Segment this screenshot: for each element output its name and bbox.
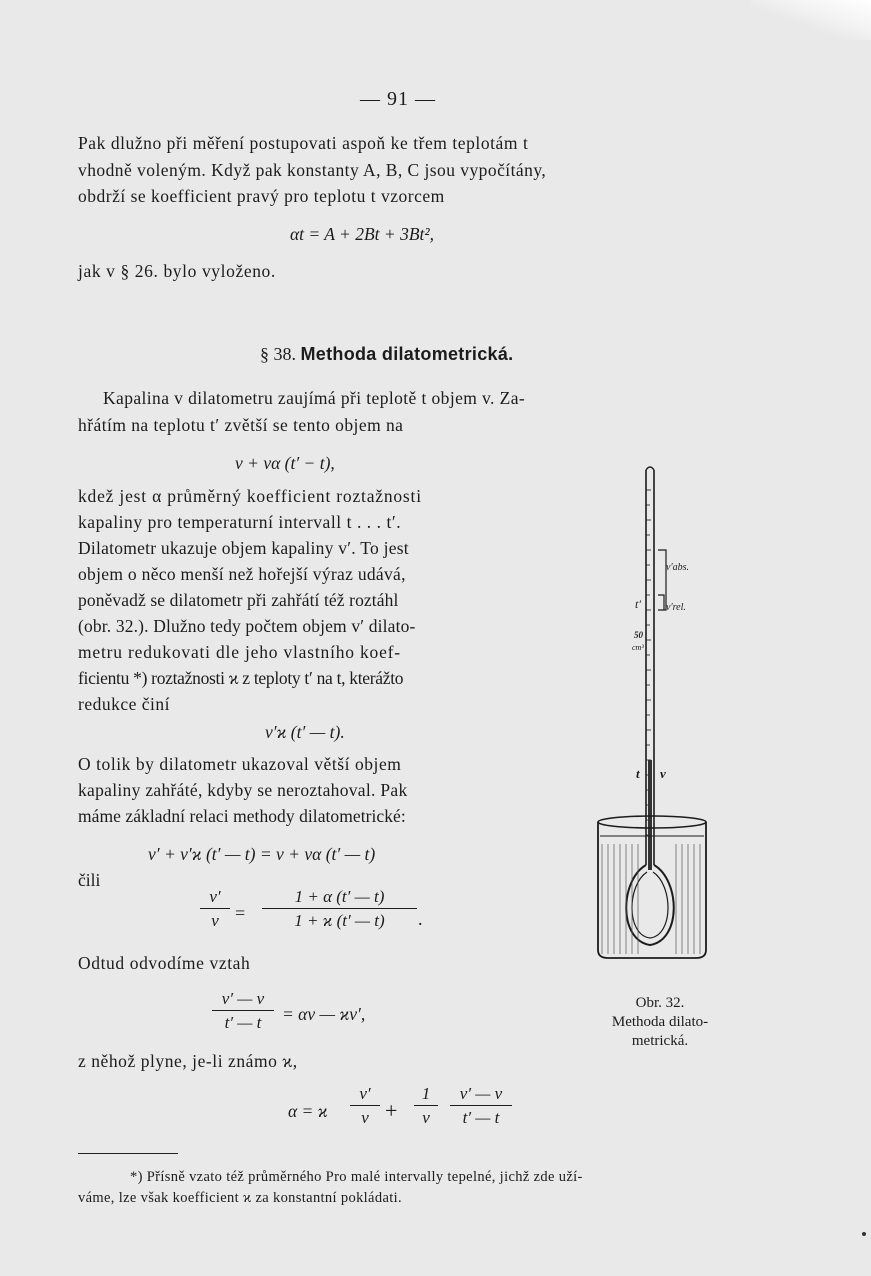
section-title: Methoda dilatometrická. — [300, 344, 514, 364]
caption-line: Methoda dilato- — [611, 1014, 709, 1030]
text-line: Odtud odvodíme vztah — [78, 953, 251, 973]
label-fifty: 50 — [634, 630, 643, 640]
text-line: Pak dlužno při měření postupovati aspoň ke třem teplotám t — [78, 133, 529, 153]
text-line: ficientu *) roztažnosti ϰ z teploty t′ na t, kterážto — [78, 668, 404, 688]
page-corner-fold — [751, 0, 871, 40]
fraction-expansion-ratio — [262, 888, 417, 929]
text-line: kdež jest α průměrný koefficient roztažnosti — [78, 486, 422, 506]
fraction-v-prime-over-v — [350, 1085, 380, 1126]
period: . — [418, 909, 423, 929]
label-v: v — [660, 766, 666, 781]
fraction-numerator: 1 + α (t′ — t) — [262, 888, 417, 909]
text-line: Kapalina v dilatometru zaujímá při teplotě t objem v. Za- — [103, 388, 526, 408]
text-line: z něhož plyne, je-li známo ϰ, — [78, 1051, 298, 1071]
equation-expansion: v + vα (t′ − t), — [235, 453, 335, 473]
v-abs-bracket — [658, 550, 666, 610]
label-t: t — [636, 766, 640, 781]
dilatometer-figure — [580, 460, 730, 960]
text-line: čili — [78, 870, 101, 890]
text-line: objem o něco menší než hořejší výraz udává, — [78, 564, 406, 584]
footnote-rule — [78, 1153, 178, 1154]
text-line: kapaliny pro temperaturní intervall t . . . t′. — [78, 512, 402, 532]
fraction-one-over-v — [414, 1085, 438, 1126]
text-line: (obr. 32.). Dlužno tedy počtem objem v′ dilato- — [78, 616, 416, 636]
footnote-line: *) Přísně vzato též průměrného Pro malé intervally tepelné, jichž zde uží- — [130, 1169, 583, 1185]
equals-sign: = — [235, 903, 246, 923]
label-v-rel: v′rel. — [666, 602, 686, 613]
footnote-line: váme, lze však koefficient ϰ za konstantní pokládati. — [78, 1190, 402, 1206]
fraction-numerator: v′ — [350, 1085, 380, 1106]
fraction-numerator: v′ — v — [212, 990, 274, 1011]
liquid-column — [648, 760, 652, 870]
text-line: redukce činí — [78, 694, 170, 714]
fraction-numerator: 1 — [414, 1085, 438, 1106]
text-line: Dilatometr ukazuje objem kapaliny v′. To jest — [78, 538, 409, 558]
section-heading — [260, 344, 513, 365]
equation-basic-relation: v′ + v′ϰ (t′ — t) = v + vα (t′ — t) — [148, 844, 376, 864]
text-line: poněvadž se dilatometr při zahřátí též roztáhl — [78, 590, 399, 610]
text-line: vhodně voleným. Když pak konstanty A, B, C jsou vypočítány, — [78, 160, 547, 180]
bulb-inner — [632, 872, 668, 938]
equation-reduction: v′ϰ (t′ — t). — [265, 722, 345, 742]
text-line: O tolik by dilatometr ukazoval větší objem — [78, 754, 402, 774]
fraction-volume-change — [212, 990, 274, 1031]
fraction-numerator: v′ — [200, 888, 230, 909]
label-t-prime: t′ — [635, 597, 641, 611]
fraction-denominator: 1 + ϰ (t′ — t) — [294, 911, 385, 930]
label-v-abs: v′abs. — [666, 562, 690, 573]
dilatometer-bulb — [626, 865, 674, 945]
figure-caption — [590, 994, 730, 1051]
text-line: jak v § 26. bylo vyloženo. — [78, 261, 276, 281]
fraction-v-prime-over-v — [200, 888, 230, 929]
capillary-top — [646, 467, 654, 470]
page-number: — 91 — — [360, 88, 436, 110]
fraction-denominator: t′ — t — [462, 1108, 500, 1127]
fraction-denominator: v — [361, 1108, 369, 1127]
fraction-denominator: v — [211, 911, 219, 930]
text-line: metru redukovati dle jeho vlastního koef- — [78, 642, 401, 662]
v-rel-bracket — [658, 595, 664, 610]
text-line: obdrží se koefficient pravý pro teplotu t vzorcem — [78, 186, 445, 206]
caption-line: metrická. — [631, 1033, 689, 1049]
text-line: máme základní relaci methody dilatometrické: — [78, 806, 406, 826]
fraction-denominator: t′ — t — [224, 1013, 262, 1032]
fraction-numerator: v′ — v — [450, 1085, 512, 1106]
label-cm3: cm³ — [632, 643, 644, 652]
plus-sign: + — [385, 1098, 398, 1123]
fraction-volume-change — [450, 1085, 512, 1126]
section-number: § 38. — [260, 344, 296, 364]
caption-line: Obr. 32. — [635, 995, 685, 1011]
text-line: hřátím na teplotu t′ zvětší se tento objem na — [78, 415, 404, 435]
equation-rhs: = αv — ϰv′, — [282, 1004, 366, 1024]
equation-alpha-lhs: α = ϰ — [288, 1101, 328, 1121]
equation-alpha-t: αt = A + 2Bt + 3Bt², — [290, 224, 435, 244]
fraction-denominator: v — [422, 1108, 430, 1127]
ink-speck — [862, 1232, 866, 1236]
text-line: kapaliny zahřáté, kdyby se neroztahoval. Pak — [78, 780, 408, 800]
